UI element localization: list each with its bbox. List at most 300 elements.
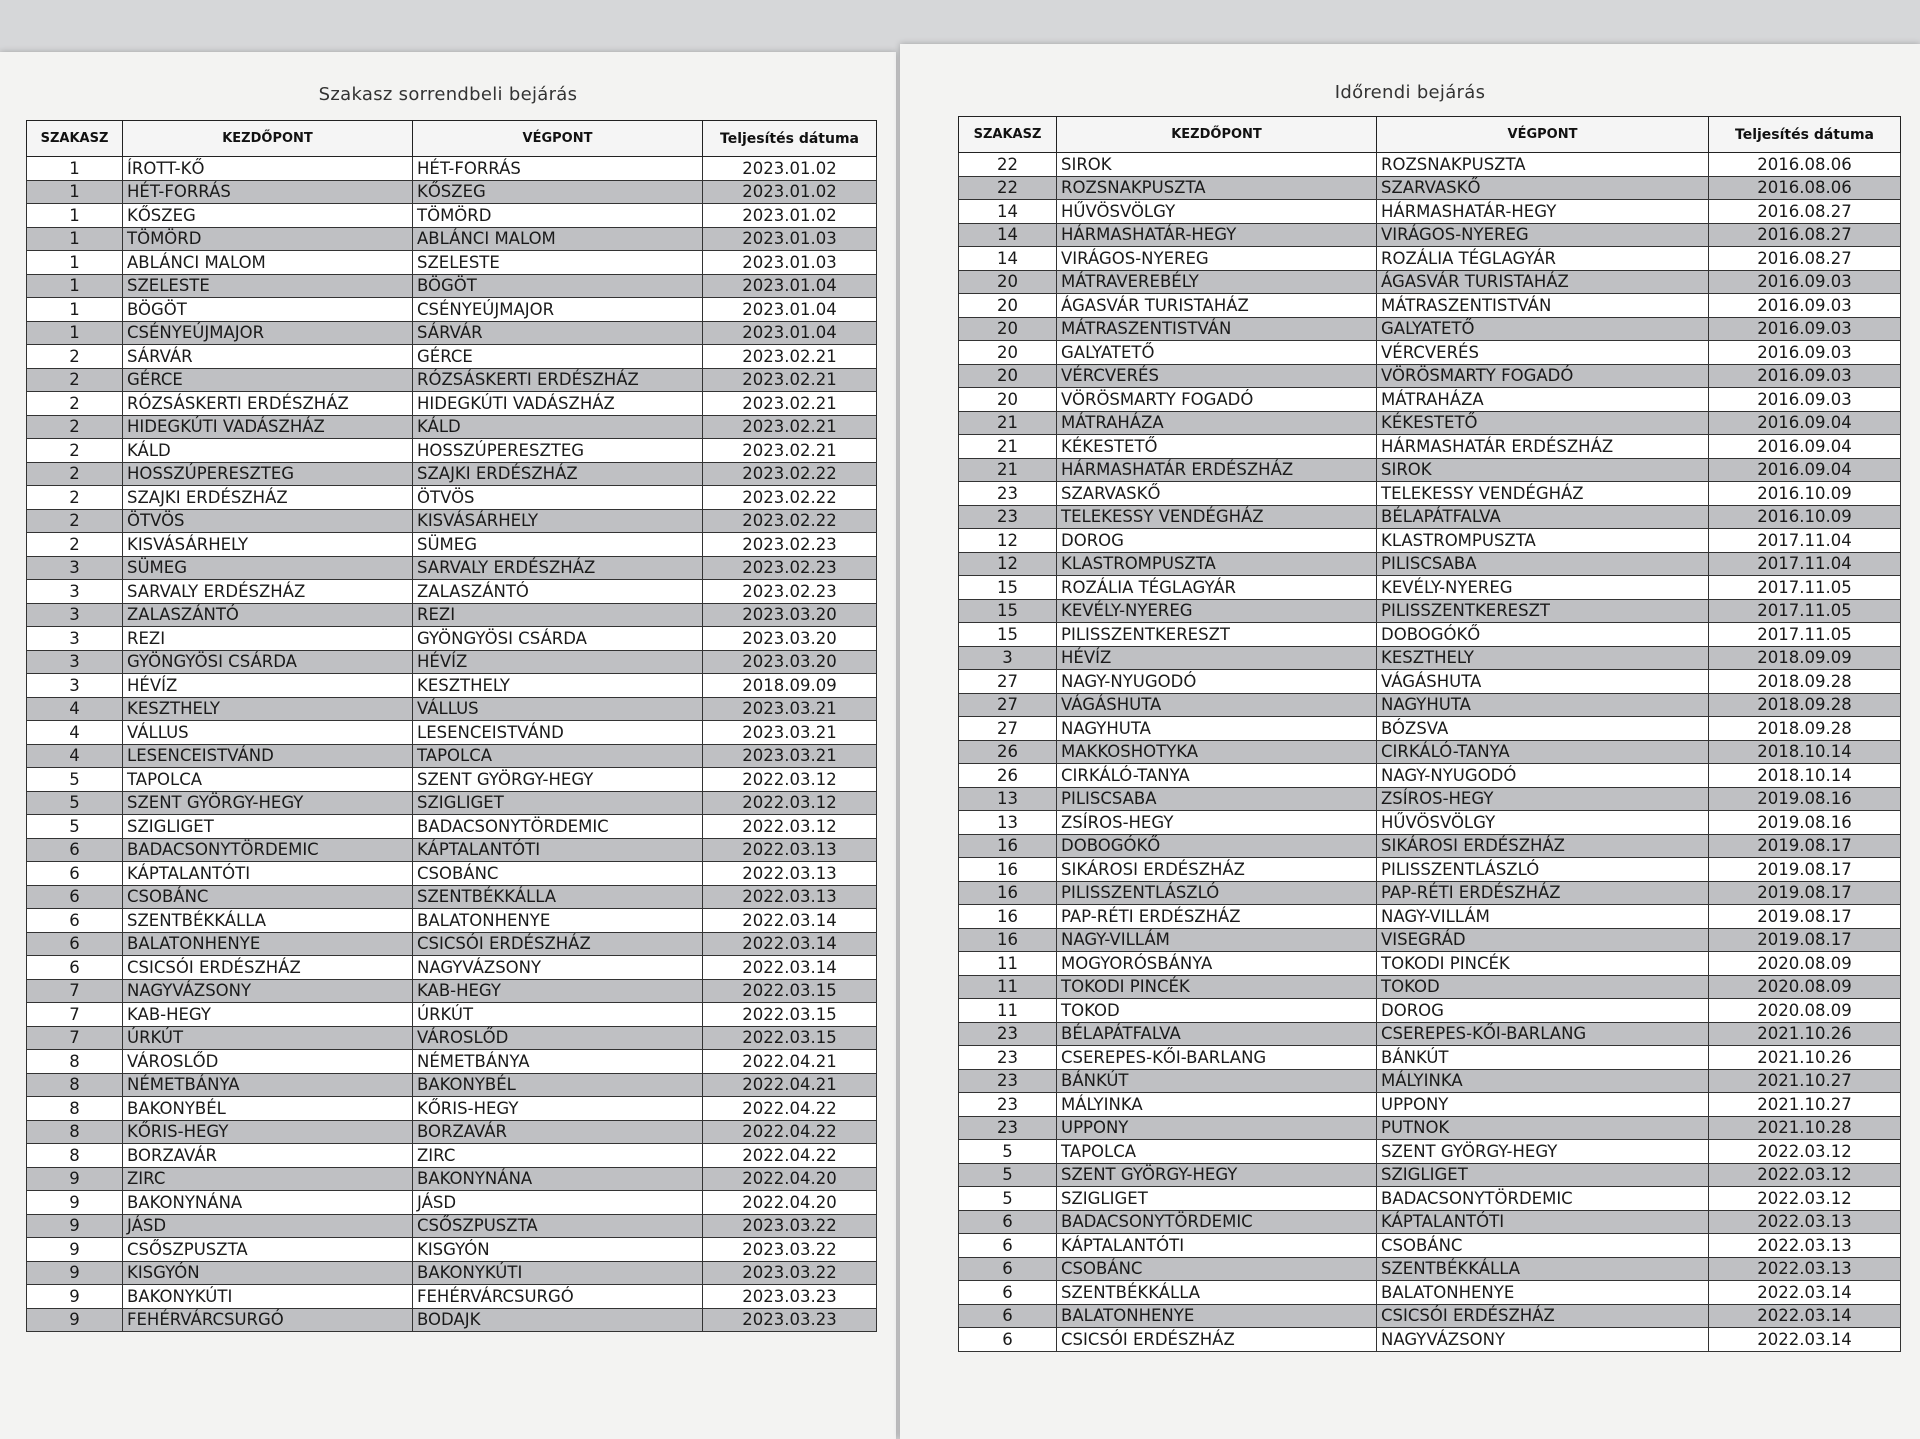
- vegpont-cell: HOSSZÚPERESZTEG: [413, 439, 703, 463]
- szakasz-cell: 5: [959, 1187, 1057, 1211]
- datum-cell: 2022.04.20: [703, 1191, 877, 1215]
- kezdopont-cell: RÓZSÁSKERTI ERDÉSZHÁZ: [123, 392, 413, 416]
- vegpont-cell: CSOBÁNC: [1377, 1234, 1709, 1258]
- vegpont-cell: BALATONHENYE: [1377, 1281, 1709, 1305]
- kezdopont-cell: MÁTRAHÁZA: [1057, 411, 1377, 435]
- datum-cell: 2022.03.14: [703, 956, 877, 980]
- szakasz-cell: 6: [959, 1257, 1057, 1281]
- szakasz-cell: 6: [27, 838, 123, 862]
- datum-cell: 2016.08.27: [1709, 247, 1901, 271]
- table-row: [959, 1116, 1901, 1140]
- szakasz-cell: 20: [959, 317, 1057, 341]
- szakasz-cell: 11: [959, 975, 1057, 999]
- datum-cell: 2023.03.21: [703, 744, 877, 768]
- table-row: [959, 811, 1901, 835]
- table-row: [27, 1003, 877, 1027]
- datum-cell: 2019.08.17: [1709, 928, 1901, 952]
- left-header-row: [27, 121, 877, 157]
- vegpont-cell: PUTNOK: [1377, 1116, 1709, 1140]
- datum-cell: 2022.03.12: [703, 791, 877, 815]
- vegpont-cell: NAGY-VILLÁM: [1377, 905, 1709, 929]
- col-header-vegpont: VÉGPONT: [413, 121, 703, 157]
- datum-cell: 2022.03.13: [703, 862, 877, 886]
- table-row: [27, 157, 877, 181]
- table-row: [27, 885, 877, 909]
- szakasz-cell: 27: [959, 670, 1057, 694]
- table-row: [27, 1191, 877, 1215]
- kezdopont-cell: BALATONHENYE: [123, 932, 413, 956]
- table-row: [959, 599, 1901, 623]
- left-table-body: [27, 157, 877, 1332]
- vegpont-cell: BÓZSVA: [1377, 717, 1709, 741]
- szakasz-cell: 1: [27, 321, 123, 345]
- kezdopont-cell: VÁGÁSHUTA: [1057, 693, 1377, 717]
- table-row: [959, 317, 1901, 341]
- datum-cell: 2022.03.13: [1709, 1234, 1901, 1258]
- szakasz-cell: 23: [959, 505, 1057, 529]
- kezdopont-cell: MÁLYINKA: [1057, 1093, 1377, 1117]
- table-row: [27, 1308, 877, 1332]
- kezdopont-cell: SZIGLIGET: [1057, 1187, 1377, 1211]
- datum-cell: 2022.03.13: [1709, 1257, 1901, 1281]
- table-row: [27, 791, 877, 815]
- table-row: [27, 627, 877, 651]
- col-header-szakasz: SZAKASZ: [27, 121, 123, 157]
- kezdopont-cell: ZALASZÁNTÓ: [123, 603, 413, 627]
- table-row: [959, 1046, 1901, 1070]
- col-header-datum: Teljesítés dátuma: [1709, 117, 1901, 153]
- szakasz-cell: 9: [27, 1167, 123, 1191]
- datum-cell: 2021.10.28: [1709, 1116, 1901, 1140]
- kezdopont-cell: KISGYÓN: [123, 1261, 413, 1285]
- table-row: [959, 341, 1901, 365]
- vegpont-cell: SZENT GYÖRGY-HEGY: [413, 768, 703, 792]
- datum-cell: 2019.08.17: [1709, 858, 1901, 882]
- szakasz-cell: 1: [27, 204, 123, 228]
- datum-cell: 2022.03.15: [703, 1026, 877, 1050]
- szakasz-cell: 3: [27, 650, 123, 674]
- vegpont-cell: SZIGLIGET: [1377, 1163, 1709, 1187]
- kezdopont-cell: UPPONY: [1057, 1116, 1377, 1140]
- szakasz-cell: 3: [27, 674, 123, 698]
- szakasz-cell: 11: [959, 952, 1057, 976]
- datum-cell: 2016.09.04: [1709, 411, 1901, 435]
- datum-cell: 2023.01.03: [703, 227, 877, 251]
- kezdopont-cell: BADACSONYTÖRDEMIC: [123, 838, 413, 862]
- datum-cell: 2023.02.23: [703, 556, 877, 580]
- datum-cell: 2018.09.09: [1709, 646, 1901, 670]
- datum-cell: 2023.01.04: [703, 298, 877, 322]
- vegpont-cell: BÁNKÚT: [1377, 1046, 1709, 1070]
- table-row: [959, 1163, 1901, 1187]
- datum-cell: 2022.03.14: [703, 932, 877, 956]
- table-row: [959, 1281, 1901, 1305]
- col-header-kezdopont: KEZDŐPONT: [123, 121, 413, 157]
- vegpont-cell: NAGYVÁZSONY: [413, 956, 703, 980]
- szakasz-cell: 23: [959, 1046, 1057, 1070]
- vegpont-cell: ABLÁNCI MALOM: [413, 227, 703, 251]
- kezdopont-cell: KÁLD: [123, 439, 413, 463]
- datum-cell: 2016.08.27: [1709, 200, 1901, 224]
- szakasz-cell: 7: [27, 1003, 123, 1027]
- kezdopont-cell: REZI: [123, 627, 413, 651]
- datum-cell: 2017.11.05: [1709, 576, 1901, 600]
- kezdopont-cell: HÁRMASHATÁR ERDÉSZHÁZ: [1057, 458, 1377, 482]
- szakasz-cell: 6: [959, 1281, 1057, 1305]
- table-row: [27, 345, 877, 369]
- table-row: [27, 1167, 877, 1191]
- vegpont-cell: PAP-RÉTI ERDÉSZHÁZ: [1377, 881, 1709, 905]
- datum-cell: 2016.09.03: [1709, 388, 1901, 412]
- kezdopont-cell: TAPOLCA: [1057, 1140, 1377, 1164]
- szakasz-cell: 21: [959, 435, 1057, 459]
- szakasz-cell: 20: [959, 364, 1057, 388]
- table-row: [27, 486, 877, 510]
- vegpont-cell: FEHÉRVÁRCSURGÓ: [413, 1285, 703, 1309]
- table-row: [959, 435, 1901, 459]
- kezdopont-cell: KESZTHELY: [123, 697, 413, 721]
- table-row: [27, 368, 877, 392]
- table-row: [959, 482, 1901, 506]
- kezdopont-cell: KŐRIS-HEGY: [123, 1120, 413, 1144]
- datum-cell: 2018.10.14: [1709, 740, 1901, 764]
- table-row: [959, 952, 1901, 976]
- vegpont-cell: NAGYHUTA: [1377, 693, 1709, 717]
- szakasz-cell: 20: [959, 270, 1057, 294]
- table-row: [27, 744, 877, 768]
- vegpont-cell: BÖGÖT: [413, 274, 703, 298]
- datum-cell: 2023.02.21: [703, 415, 877, 439]
- datum-cell: 2017.11.04: [1709, 552, 1901, 576]
- col-header-kezdopont: KEZDŐPONT: [1057, 117, 1377, 153]
- vegpont-cell: BAKONYKÚTI: [413, 1261, 703, 1285]
- datum-cell: 2017.11.04: [1709, 529, 1901, 553]
- table-row: [959, 717, 1901, 741]
- szakasz-cell: 14: [959, 223, 1057, 247]
- kezdopont-cell: KAB-HEGY: [123, 1003, 413, 1027]
- datum-cell: 2022.04.22: [703, 1097, 877, 1121]
- szakasz-cell: 16: [959, 834, 1057, 858]
- table-row: [27, 1120, 877, 1144]
- vegpont-cell: TOKODI PINCÉK: [1377, 952, 1709, 976]
- vegpont-cell: DOBOGÓKŐ: [1377, 623, 1709, 647]
- kezdopont-cell: NAGYVÁZSONY: [123, 979, 413, 1003]
- kezdopont-cell: LESENCEISTVÁND: [123, 744, 413, 768]
- vegpont-cell: HÉVÍZ: [413, 650, 703, 674]
- table-row: [959, 223, 1901, 247]
- table-row: [27, 838, 877, 862]
- vegpont-cell: KLASTROMPUSZTA: [1377, 529, 1709, 553]
- table-row: [27, 321, 877, 345]
- kezdopont-cell: SZENT GYÖRGY-HEGY: [123, 791, 413, 815]
- table-row: [959, 834, 1901, 858]
- datum-cell: 2020.08.09: [1709, 952, 1901, 976]
- szakasz-cell: 5: [27, 791, 123, 815]
- table-row: [27, 932, 877, 956]
- col-header-vegpont: VÉGPONT: [1377, 117, 1709, 153]
- szakasz-cell: 20: [959, 341, 1057, 365]
- szakasz-cell: 21: [959, 458, 1057, 482]
- datum-cell: 2017.11.05: [1709, 623, 1901, 647]
- datum-cell: 2023.02.22: [703, 509, 877, 533]
- kezdopont-cell: KÁPTALANTÓTI: [123, 862, 413, 886]
- vegpont-cell: JÁSD: [413, 1191, 703, 1215]
- vegpont-cell: VÖRÖSMARTY FOGADÓ: [1377, 364, 1709, 388]
- vegpont-cell: BADACSONYTÖRDEMIC: [1377, 1187, 1709, 1211]
- szakasz-cell: 5: [959, 1140, 1057, 1164]
- table-row: [959, 552, 1901, 576]
- datum-cell: 2016.10.09: [1709, 482, 1901, 506]
- kezdopont-cell: SZARVASKŐ: [1057, 482, 1377, 506]
- szakasz-cell: 11: [959, 999, 1057, 1023]
- table-row: [27, 1073, 877, 1097]
- szakasz-cell: 6: [959, 1210, 1057, 1234]
- kezdopont-cell: VÉRCVERÉS: [1057, 364, 1377, 388]
- szakasz-cell: 4: [27, 744, 123, 768]
- datum-cell: 2023.02.21: [703, 345, 877, 369]
- table-row: [27, 909, 877, 933]
- datum-cell: 2018.09.28: [1709, 670, 1901, 694]
- szakasz-cell: 2: [27, 486, 123, 510]
- datum-cell: 2023.03.22: [703, 1214, 877, 1238]
- kezdopont-cell: KÁPTALANTÓTI: [1057, 1234, 1377, 1258]
- kezdopont-cell: VÁROSLŐD: [123, 1050, 413, 1074]
- table-row: [959, 1304, 1901, 1328]
- szakasz-cell: 2: [27, 368, 123, 392]
- table-row: [959, 505, 1901, 529]
- szakasz-cell: 6: [959, 1234, 1057, 1258]
- kezdopont-cell: BALATONHENYE: [1057, 1304, 1377, 1328]
- kezdopont-cell: ROZSNAKPUSZTA: [1057, 176, 1377, 200]
- kezdopont-cell: DOBOGÓKŐ: [1057, 834, 1377, 858]
- datum-cell: 2023.03.20: [703, 650, 877, 674]
- table-row: [959, 1234, 1901, 1258]
- table-row: [27, 674, 877, 698]
- kezdopont-cell: SÜMEG: [123, 556, 413, 580]
- table-row: [27, 603, 877, 627]
- vegpont-cell: SZIGLIGET: [413, 791, 703, 815]
- szakasz-cell: 27: [959, 693, 1057, 717]
- datum-cell: 2019.08.16: [1709, 811, 1901, 835]
- vegpont-cell: HIDEGKÚTI VADÁSZHÁZ: [413, 392, 703, 416]
- vegpont-cell: BORZAVÁR: [413, 1120, 703, 1144]
- szakasz-cell: 16: [959, 881, 1057, 905]
- table-row: [27, 1285, 877, 1309]
- datum-cell: 2023.02.21: [703, 439, 877, 463]
- szakasz-cell: 3: [27, 556, 123, 580]
- szakasz-cell: 5: [27, 768, 123, 792]
- datum-cell: 2021.10.26: [1709, 1022, 1901, 1046]
- table-row: [959, 1069, 1901, 1093]
- szakasz-cell: 6: [27, 909, 123, 933]
- kezdopont-cell: BÉLAPÁTFALVA: [1057, 1022, 1377, 1046]
- kezdopont-cell: HÉVÍZ: [123, 674, 413, 698]
- kezdopont-cell: CSŐSZPUSZTA: [123, 1238, 413, 1262]
- vegpont-cell: LESENCEISTVÁND: [413, 721, 703, 745]
- vegpont-cell: KÁPTALANTÓTI: [413, 838, 703, 862]
- kezdopont-cell: NAGYHUTA: [1057, 717, 1377, 741]
- datum-cell: 2022.04.21: [703, 1073, 877, 1097]
- table-row: [27, 1238, 877, 1262]
- vegpont-cell: TÖMÖRD: [413, 204, 703, 228]
- kezdopont-cell: HŰVÖSVÖLGY: [1057, 200, 1377, 224]
- kezdopont-cell: ÚRKÚT: [123, 1026, 413, 1050]
- kezdopont-cell: MÁTRAVEREBÉLY: [1057, 270, 1377, 294]
- datum-cell: 2020.08.09: [1709, 999, 1901, 1023]
- datum-cell: 2019.08.17: [1709, 905, 1901, 929]
- vegpont-cell: KŐRIS-HEGY: [413, 1097, 703, 1121]
- datum-cell: 2016.09.04: [1709, 458, 1901, 482]
- vegpont-cell: REZI: [413, 603, 703, 627]
- table-row: [959, 176, 1901, 200]
- datum-cell: 2016.10.09: [1709, 505, 1901, 529]
- table-row: [959, 1140, 1901, 1164]
- table-row: [959, 1022, 1901, 1046]
- szakasz-cell: 1: [27, 298, 123, 322]
- kezdopont-cell: CSOBÁNC: [1057, 1257, 1377, 1281]
- datum-cell: 2022.03.14: [1709, 1328, 1901, 1352]
- szakasz-cell: 14: [959, 200, 1057, 224]
- datum-cell: 2016.08.27: [1709, 223, 1901, 247]
- table-row: [27, 650, 877, 674]
- table-row: [959, 905, 1901, 929]
- datum-cell: 2016.09.03: [1709, 294, 1901, 318]
- szakasz-cell: 8: [27, 1097, 123, 1121]
- vegpont-cell: ÚRKÚT: [413, 1003, 703, 1027]
- szakasz-cell: 8: [27, 1120, 123, 1144]
- table-row: [27, 509, 877, 533]
- table-row: [959, 364, 1901, 388]
- szakasz-cell: 8: [27, 1073, 123, 1097]
- vegpont-cell: SZAJKI ERDÉSZHÁZ: [413, 462, 703, 486]
- szakasz-cell: 1: [27, 227, 123, 251]
- datum-cell: 2023.03.22: [703, 1238, 877, 1262]
- szakasz-cell: 6: [27, 932, 123, 956]
- vegpont-cell: PILISCSABA: [1377, 552, 1709, 576]
- szakasz-cell: 21: [959, 411, 1057, 435]
- kezdopont-cell: GALYATETŐ: [1057, 341, 1377, 365]
- kezdopont-cell: ÍROTT-KŐ: [123, 157, 413, 181]
- table-row: [959, 458, 1901, 482]
- table-row: [959, 740, 1901, 764]
- table-row: [27, 180, 877, 204]
- datum-cell: 2022.03.13: [703, 838, 877, 862]
- kezdopont-cell: GYÖNGYÖSI CSÁRDA: [123, 650, 413, 674]
- szakasz-cell: 23: [959, 1069, 1057, 1093]
- vegpont-cell: PILISSZENTLÁSZLÓ: [1377, 858, 1709, 882]
- datum-cell: 2023.03.23: [703, 1308, 877, 1332]
- kezdopont-cell: KÉKESTETŐ: [1057, 435, 1377, 459]
- table-row: [27, 439, 877, 463]
- table-row: [959, 881, 1901, 905]
- kezdopont-cell: ABLÁNCI MALOM: [123, 251, 413, 275]
- kezdopont-cell: SZAJKI ERDÉSZHÁZ: [123, 486, 413, 510]
- vegpont-cell: VÁGÁSHUTA: [1377, 670, 1709, 694]
- table-row: [27, 533, 877, 557]
- vegpont-cell: BADACSONYTÖRDEMIC: [413, 815, 703, 839]
- datum-cell: 2023.02.22: [703, 486, 877, 510]
- vegpont-cell: KESZTHELY: [413, 674, 703, 698]
- kezdopont-cell: CSÉNYEÚJMAJOR: [123, 321, 413, 345]
- vegpont-cell: TAPOLCA: [413, 744, 703, 768]
- datum-cell: 2018.09.28: [1709, 717, 1901, 741]
- table-row: [27, 298, 877, 322]
- table-row: [27, 1214, 877, 1238]
- vegpont-cell: TELEKESSY VENDÉGHÁZ: [1377, 482, 1709, 506]
- vegpont-cell: BALATONHENYE: [413, 909, 703, 933]
- table-row: [959, 411, 1901, 435]
- datum-cell: 2022.03.15: [703, 1003, 877, 1027]
- vegpont-cell: KÁPTALANTÓTI: [1377, 1210, 1709, 1234]
- right-header-row: [959, 117, 1901, 153]
- vegpont-cell: PILISSZENTKERESZT: [1377, 599, 1709, 623]
- datum-cell: 2021.10.27: [1709, 1069, 1901, 1093]
- kezdopont-cell: BÁNKÚT: [1057, 1069, 1377, 1093]
- vegpont-cell: CSEREPES-KŐI-BARLANG: [1377, 1022, 1709, 1046]
- datum-cell: 2023.02.21: [703, 392, 877, 416]
- datum-cell: 2016.09.03: [1709, 317, 1901, 341]
- szakasz-cell: 6: [959, 1328, 1057, 1352]
- datum-cell: 2022.03.15: [703, 979, 877, 1003]
- kezdopont-cell: GÉRCE: [123, 368, 413, 392]
- szakasz-cell: 4: [27, 721, 123, 745]
- kezdopont-cell: BORZAVÁR: [123, 1144, 413, 1168]
- datum-cell: 2023.01.04: [703, 274, 877, 298]
- datum-cell: 2023.03.23: [703, 1285, 877, 1309]
- vegpont-cell: BODAJK: [413, 1308, 703, 1332]
- szakasz-cell: 9: [27, 1308, 123, 1332]
- kezdopont-cell: PILISSZENTKERESZT: [1057, 623, 1377, 647]
- szakasz-cell: 12: [959, 552, 1057, 576]
- szakasz-cell: 9: [27, 1261, 123, 1285]
- kezdopont-cell: SZENTBÉKKÁLLA: [123, 909, 413, 933]
- szakasz-cell: 20: [959, 388, 1057, 412]
- table-row: [959, 858, 1901, 882]
- vegpont-cell: HŰVÖSVÖLGY: [1377, 811, 1709, 835]
- table-row: [959, 999, 1901, 1023]
- vegpont-cell: SÁRVÁR: [413, 321, 703, 345]
- szakasz-cell: 23: [959, 1116, 1057, 1140]
- szakasz-cell: 2: [27, 462, 123, 486]
- szakasz-cell: 1: [27, 251, 123, 275]
- table-row: [959, 693, 1901, 717]
- szakasz-cell: 5: [959, 1163, 1057, 1187]
- datum-cell: 2017.11.05: [1709, 599, 1901, 623]
- vegpont-cell: VIRÁGOS-NYEREG: [1377, 223, 1709, 247]
- kezdopont-cell: SZENTBÉKKÁLLA: [1057, 1281, 1377, 1305]
- szakasz-cell: 9: [27, 1238, 123, 1262]
- vegpont-cell: SIROK: [1377, 458, 1709, 482]
- vegpont-cell: DOROG: [1377, 999, 1709, 1023]
- vegpont-cell: RÓZSÁSKERTI ERDÉSZHÁZ: [413, 368, 703, 392]
- table-row: [959, 1093, 1901, 1117]
- szakasz-cell: 7: [27, 1026, 123, 1050]
- szakasz-cell: 6: [959, 1304, 1057, 1328]
- szakasz-cell: 6: [27, 885, 123, 909]
- datum-cell: 2022.03.14: [1709, 1281, 1901, 1305]
- vegpont-cell: ZSÍROS-HEGY: [1377, 787, 1709, 811]
- table-row: [27, 1050, 877, 1074]
- vegpont-cell: KŐSZEG: [413, 180, 703, 204]
- kezdopont-cell: ROZÁLIA TÉGLAGYÁR: [1057, 576, 1377, 600]
- datum-cell: 2023.03.20: [703, 627, 877, 651]
- datum-cell: 2020.08.09: [1709, 975, 1901, 999]
- datum-cell: 2016.09.03: [1709, 341, 1901, 365]
- table-row: [27, 979, 877, 1003]
- table-row: [959, 388, 1901, 412]
- szakasz-cell: 22: [959, 176, 1057, 200]
- kezdopont-cell: CSICSÓI ERDÉSZHÁZ: [1057, 1328, 1377, 1352]
